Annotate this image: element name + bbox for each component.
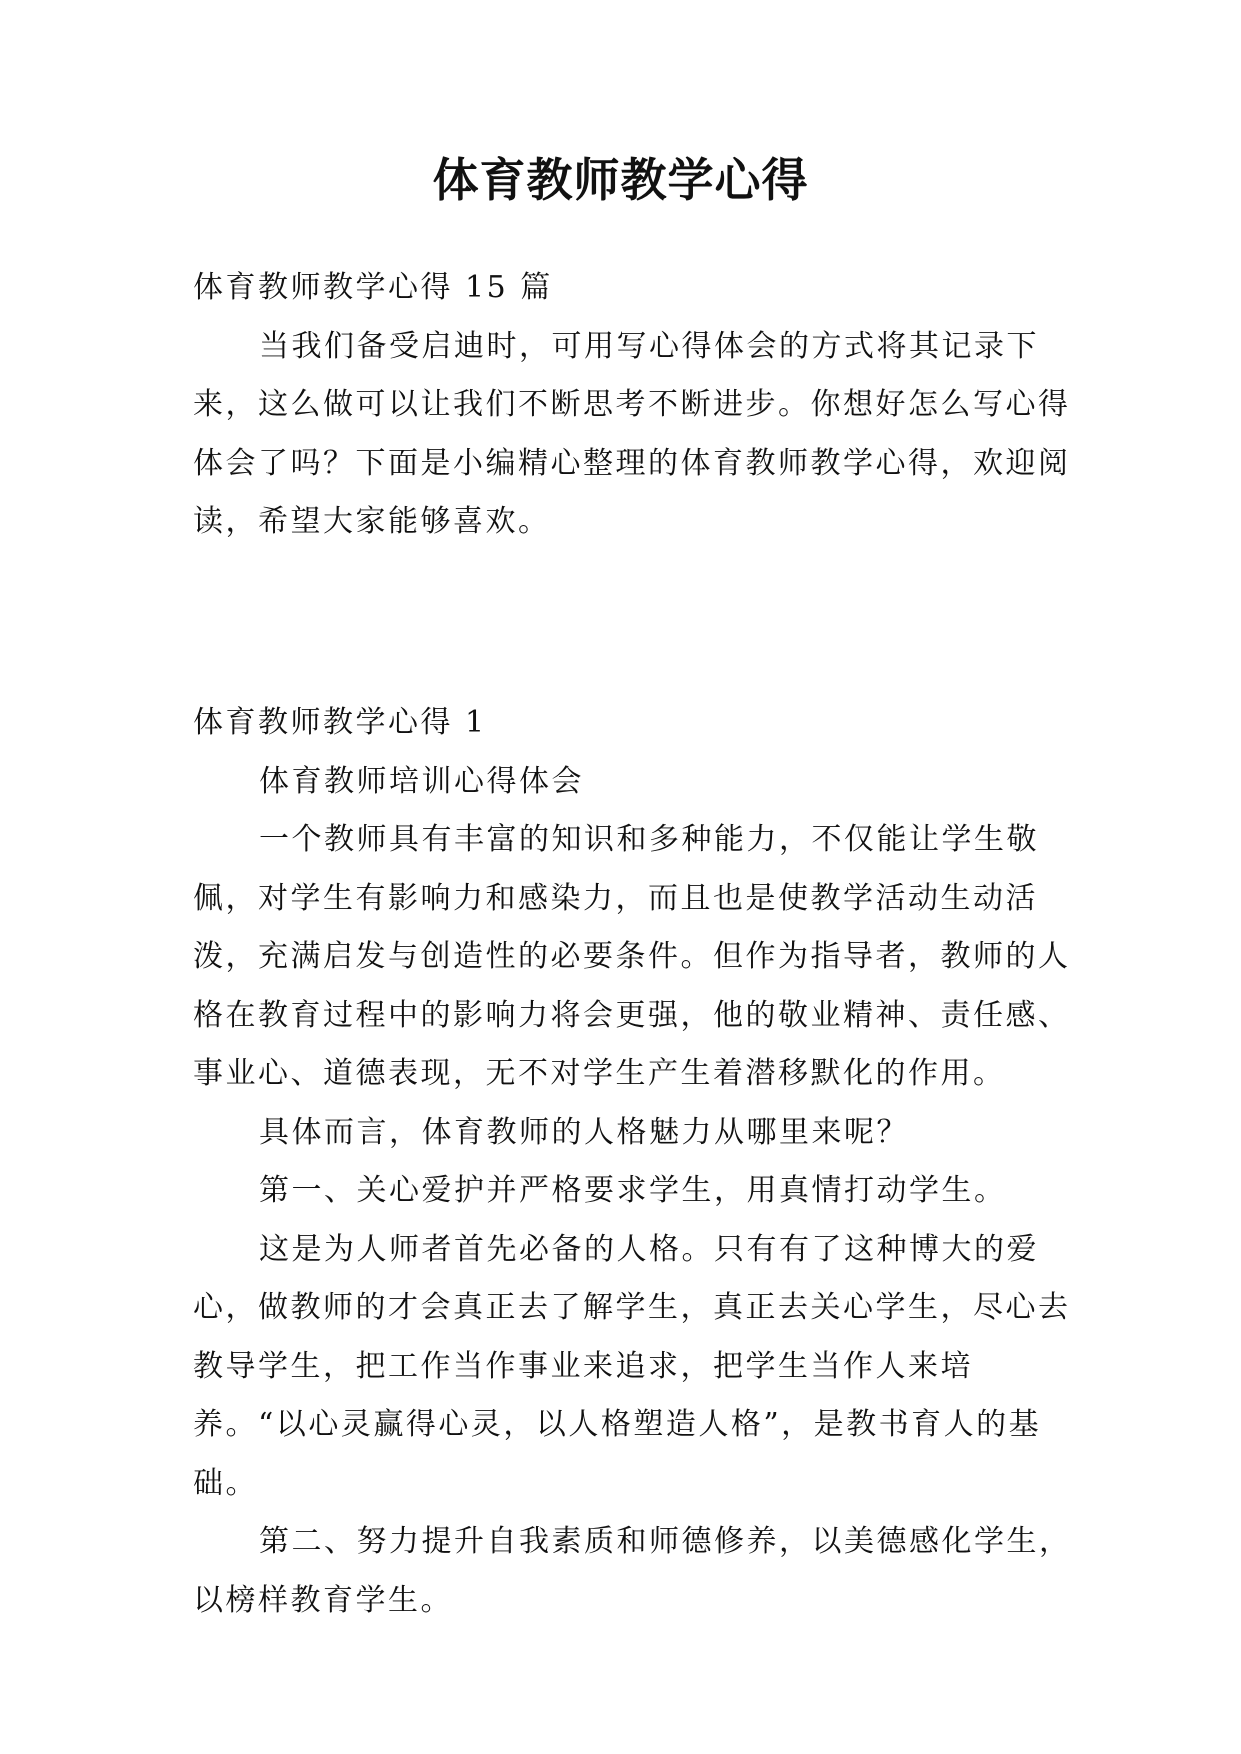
section-1-subheading: 体育教师培训心得体会: [259, 763, 584, 799]
section-1-paragraph-5: 第二、努力提升自我素质和师德修养，以美德感化学生，以榜样教育学生。: [193, 1524, 1072, 1618]
intro-heading: 体育教师教学心得 15 篇: [193, 270, 553, 305]
intro-block: [193, 259, 1073, 552]
section-1-paragraph-3: 第一、关心爱护并严格要求学生，用真情打动学生。: [259, 1173, 1007, 1208]
section-1-block: [193, 694, 1073, 1630]
document-title: 体育教师教学心得: [432, 153, 809, 207]
section-1-paragraph-1: 一个教师具有丰富的知识和多种能力，不仅能让学生敬佩，对学生有影响力和感染力，而且也是使教学活动生动活泼，充满启发与创造性的必要条件。但作为指导者，教师的人格在教育过程中的影响力将会更强，他的敬业精神、责任感、事业心、道德表现，无不对学生产生着潜移默化的作用。: [193, 822, 1071, 1091]
intro-paragraph: 当我们备受启迪时，可用写心得体会的方式将其记录下来，这么做可以让我们不断思考不断进步。你想好怎么写心得体会了吗？下面是小编精心整理的体育教师教学心得，欢迎阅读，希望大家能够喜欢。: [193, 328, 1071, 539]
section-1-heading: 体育教师教学心得 1: [193, 705, 487, 740]
section-1-paragraph-4: 这是为人师者首先必备的人格。只有有了这种博大的爱心，做教师的才会真正去了解学生，真正去关心学生，尽心去教导学生，把工作当作事业来追求，把学生当作人来培养。“以心灵赢得心灵，以人格塑造人格”，是教书育人的基础。: [193, 1231, 1071, 1501]
section-1-paragraph-2: 具体而言，体育教师的人格魅力从哪里来呢？: [259, 1114, 909, 1150]
